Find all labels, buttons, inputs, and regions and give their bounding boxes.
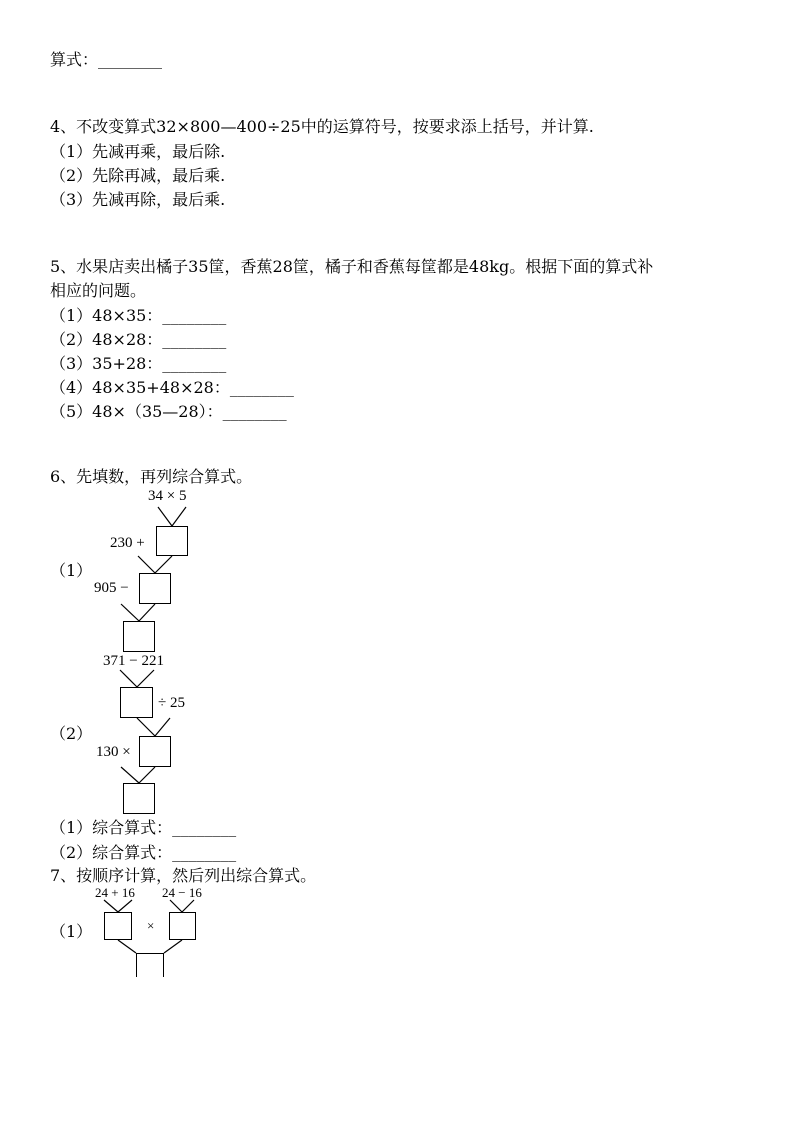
q4-item-3: （3）先减再除，最后乘. [50,190,226,209]
formula-line: 算式：________ [50,50,163,69]
q4-item-1: （1）先减再乘，最后除. [50,142,226,161]
q6-title: 6、先填数，再列综合算式。 [50,467,253,486]
q7-answer-box-right[interactable] [169,912,196,940]
connector [118,900,132,912]
connector [155,556,172,573]
d1-top-expr: 34 × 5 [148,488,187,504]
q7-answer-box-left[interactable] [104,912,132,940]
d2-mul-label: 130 × [96,744,131,760]
d1-answer-box-3[interactable] [123,621,155,652]
connector [170,900,182,912]
q5-title-cont: 相应的问题。 [50,281,147,300]
connector [121,767,139,783]
d2-label: （2） [50,724,93,743]
connector [104,900,118,912]
q7-answer-box-result[interactable] [136,953,164,977]
connector [158,507,172,526]
q4-title: 4、不改变算式32×800—400÷25中的运算符号，按要求添上括号，并计算. [50,117,594,136]
connector [164,940,182,953]
d2-answer-box-2[interactable] [139,736,171,767]
d2-div-label: ÷ 25 [158,695,185,711]
q6-answer-1: （1）综合算式：________ [50,818,237,837]
connector [138,556,155,573]
d1-label: （1） [50,561,93,580]
connector [121,604,139,621]
q5-item-4: （4）48×35+48×28：________ [50,378,294,397]
q5-item-5: （5）48×（35—28）：________ [50,402,287,421]
connector [137,670,154,687]
q5-item-1: （1）48×35：________ [50,306,227,325]
q5-title: 5、水果店卖出橘子35筐，香蕉28筐，橘子和香蕉每筐都是48kg。根据下面的算式补 [50,257,654,276]
q7-label: （1） [50,922,93,941]
q5-item-2: （2）48×28：________ [50,330,227,349]
connector [118,940,136,953]
connector [139,767,155,783]
d2-answer-box-3[interactable] [123,783,155,814]
q6-answer-2: （2）综合算式：________ [50,843,237,862]
q7-title: 7、按顺序计算，然后列出综合算式。 [50,866,317,885]
d1-step3-label: 905 − [94,580,129,596]
q7-left-expr: 24 + 16 [95,885,135,900]
connector [120,670,137,687]
connector [182,900,194,912]
d1-answer-box-2[interactable] [139,573,171,604]
d2-answer-box-1[interactable] [120,687,153,718]
d1-answer-box-1[interactable] [156,526,188,556]
d1-step2-label: 230 + [110,535,145,551]
connector [137,718,155,736]
connector [172,507,186,526]
q7-op: × [147,918,155,933]
connector [155,718,170,736]
d2-top-expr: 371 − 221 [103,653,164,669]
q5-item-3: （3）35+28：________ [50,354,227,373]
connector [139,604,155,621]
q4-item-2: （2）先除再减，最后乘. [50,166,226,185]
q7-right-expr: 24 − 16 [162,885,202,900]
